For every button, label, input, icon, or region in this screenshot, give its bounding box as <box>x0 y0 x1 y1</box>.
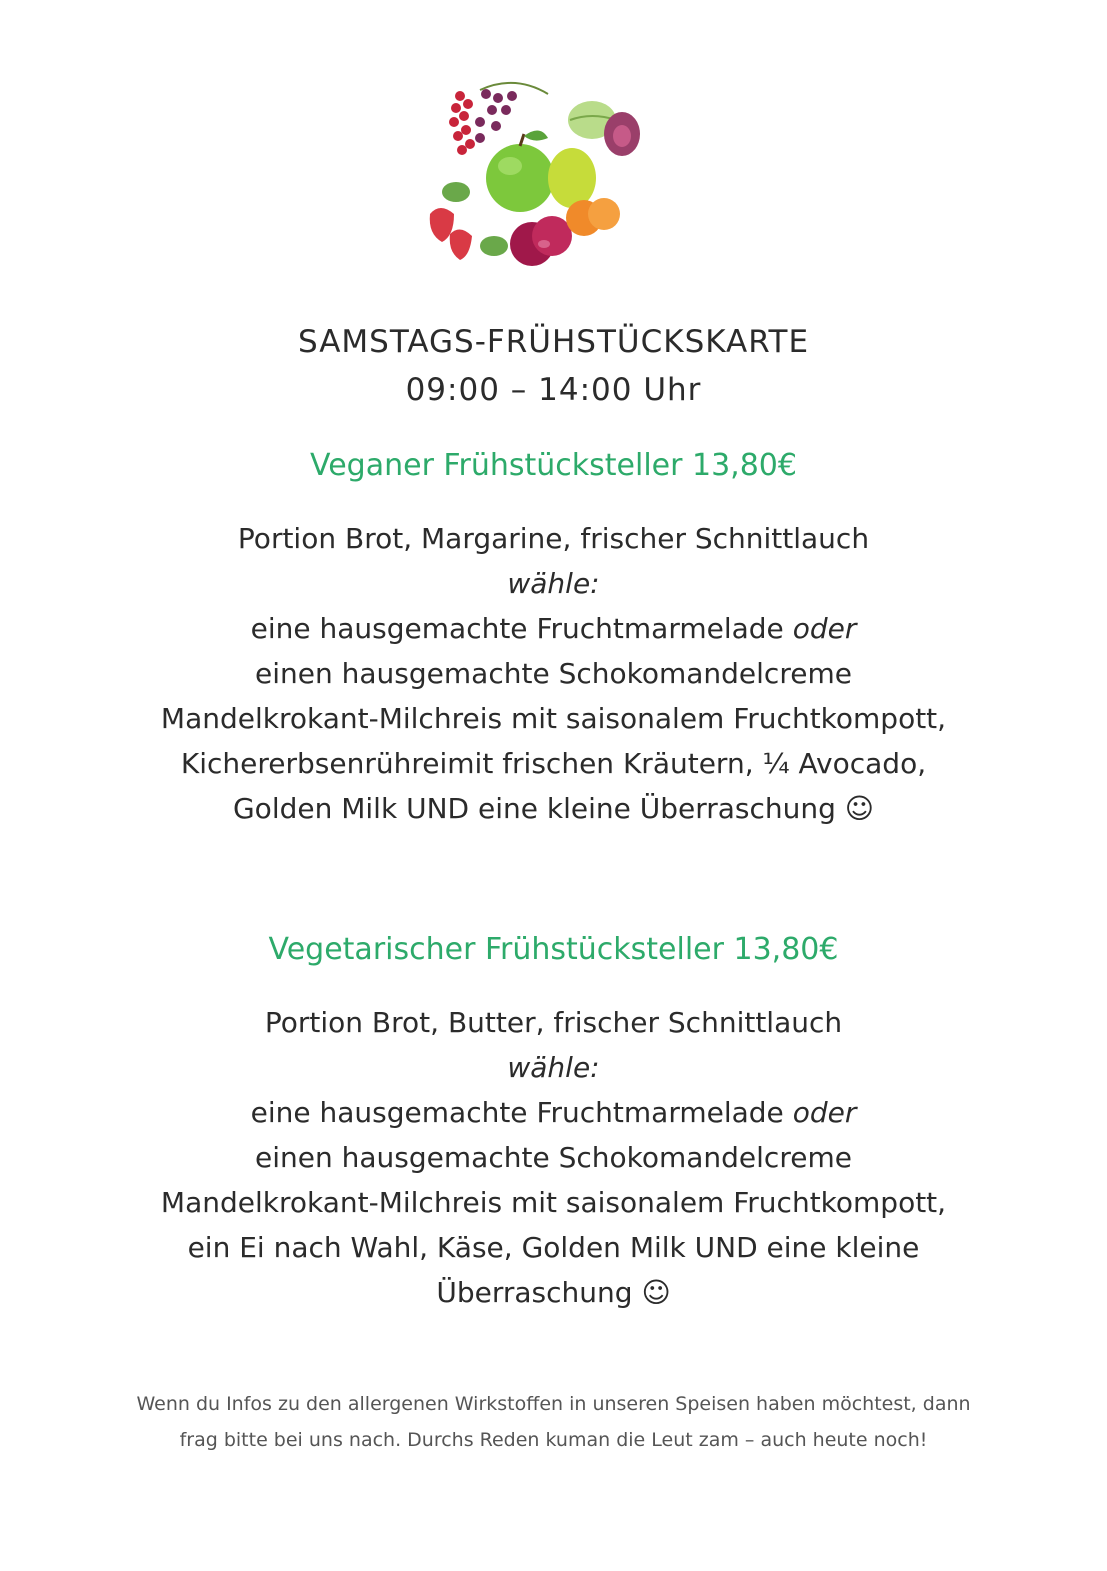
fruit-illustration-logo <box>420 74 650 284</box>
item-line: Portion Brot, Butter, frischer Schnittlauch <box>264 1006 843 1039</box>
item-line: ein Ei nach Wahl, Käse, Golden Milk UND eine kleine <box>187 1231 920 1264</box>
item-line: einen hausgemachte Schokomandelcreme <box>255 657 852 690</box>
item-line <box>0 1090 1107 1135</box>
fruit-illustration-icon <box>420 74 650 284</box>
item-line: Portion Brot, Margarine, frischer Schnittlauch <box>237 522 870 555</box>
or-label: oder <box>792 1096 857 1129</box>
item-line: Mandelkrokant-Milchreis mit saisonalem Fruchtkompott, <box>160 702 947 735</box>
section-title-vegan: Veganer Frühstücksteller 13,80€ <box>310 448 797 483</box>
page-title: SAMSTAGS-FRÜHSTÜCKSKARTE <box>297 324 810 360</box>
choose-label: wähle: <box>507 567 600 600</box>
item-text: eine hausgemachte Fruchtmarmelade <box>250 612 793 645</box>
footer-line: frag bitte bei uns nach. Durchs Reden kuman die Leut zam – auch heute noch! <box>179 1429 928 1451</box>
item-line <box>0 606 1107 651</box>
opening-hours: 09:00 – 14:00 Uhr <box>405 372 702 408</box>
or-label: oder <box>792 612 857 645</box>
item-text: eine hausgemachte Fruchtmarmelade <box>250 1096 793 1129</box>
item-line: einen hausgemachte Schokomandelcreme <box>255 1141 852 1174</box>
section-vegan <box>0 444 1107 831</box>
choose-label: wähle: <box>507 1051 600 1084</box>
section-vegetarian <box>0 928 1107 1315</box>
menu-header <box>0 318 1107 414</box>
footer-line: Wenn du Infos zu den allergenen Wirkstoffen in unseren Speisen haben möchtest, dann <box>136 1393 971 1415</box>
item-line: Golden Milk UND eine kleine Überraschung ☺ <box>232 792 874 825</box>
item-line: Kichererbsenrühreimit frischen Kräutern, ¼ Avocado, <box>180 747 927 780</box>
allergen-footer <box>0 1386 1107 1458</box>
item-line: Überraschung ☺ <box>436 1276 671 1309</box>
item-line: Mandelkrokant-Milchreis mit saisonalem Fruchtkompott, <box>160 1186 947 1219</box>
section-title-vegetarian: Vegetarischer Frühstücksteller 13,80€ <box>268 932 839 967</box>
